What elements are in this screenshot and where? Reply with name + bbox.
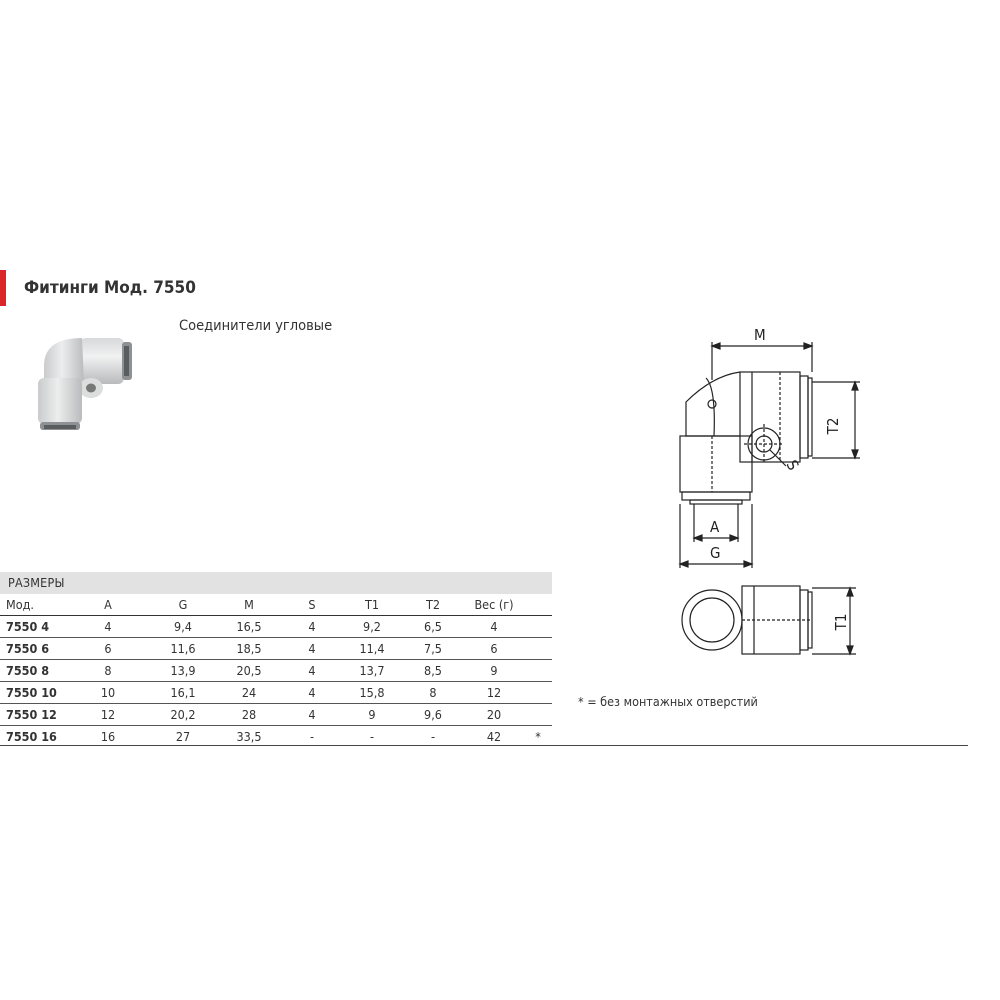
table-cell: 20,5 <box>216 660 282 682</box>
page-subtitle: Соединители угловые <box>179 318 333 334</box>
table-cell: 4 <box>66 616 150 638</box>
table-cell: 7550 8 <box>0 660 66 682</box>
technical-drawing <box>660 318 880 678</box>
table-cell: 12 <box>66 704 150 726</box>
table-cell <box>524 682 552 704</box>
table-cell: 7550 12 <box>0 704 66 726</box>
bottom-divider <box>0 745 968 746</box>
table-cell: 4 <box>282 660 342 682</box>
table-cell: 9,2 <box>342 616 402 638</box>
table-cell: 20 <box>464 704 524 726</box>
table-cell <box>524 660 552 682</box>
table-cell: 7550 16 <box>6 729 57 744</box>
dim-label-g: G <box>710 544 721 562</box>
column-header: Мод. <box>0 594 66 616</box>
table-cell: 16,5 <box>216 616 282 638</box>
table-cell <box>524 704 552 726</box>
table-cell: 7550 4 <box>0 616 66 638</box>
table-cell: 12 <box>464 682 524 704</box>
table-cell: 4 <box>464 616 524 638</box>
table-section-label: РАЗМЕРЫ <box>0 572 552 594</box>
column-header <box>524 594 552 616</box>
table-row <box>0 616 552 638</box>
table-cell: 6 <box>464 638 524 660</box>
table-cell: 13,9 <box>150 660 216 682</box>
page-title: Фитинги Мод. 7550 <box>24 278 196 298</box>
table-cell: * <box>535 729 541 744</box>
table-cell: 8 <box>402 682 464 704</box>
column-header: T1 <box>342 594 402 616</box>
table-cell: 6,5 <box>402 616 464 638</box>
table-cell: 24 <box>216 682 282 704</box>
dim-label-t1: T1 <box>832 613 850 631</box>
table-cell: - <box>430 729 436 744</box>
column-header: T2 <box>402 594 464 616</box>
table-cell: 4 <box>282 704 342 726</box>
column-header: G <box>150 594 216 616</box>
dim-label-m: M <box>754 326 766 344</box>
footnote: * = без монтажных отверстий <box>578 694 758 709</box>
table-cell: - <box>369 729 375 744</box>
product-photo <box>24 326 164 446</box>
table-header-row <box>0 594 552 616</box>
table-cell: 10 <box>66 682 150 704</box>
table-row <box>0 660 552 682</box>
table-cell: 9 <box>464 660 524 682</box>
title-accent-bar <box>0 270 6 306</box>
table-cell: 7550 6 <box>0 638 66 660</box>
table-cell: 8,5 <box>402 660 464 682</box>
table-cell: 6 <box>66 638 150 660</box>
table-cell: 7550 10 <box>0 682 66 704</box>
table-row <box>0 682 552 704</box>
dim-label-t2: T2 <box>824 417 842 435</box>
table-cell <box>524 616 552 638</box>
table-cell: 11,4 <box>342 638 402 660</box>
table-cell: 4 <box>282 682 342 704</box>
dim-label-s: S <box>782 457 803 474</box>
table-cell: - <box>309 729 315 744</box>
column-header: S <box>282 594 342 616</box>
table-cell: 9,6 <box>402 704 464 726</box>
table-cell: 9,4 <box>150 616 216 638</box>
column-header: Вес (г) <box>464 594 524 616</box>
table-cell: 42 <box>486 729 502 744</box>
table-cell: 11,6 <box>150 638 216 660</box>
table-cell <box>524 638 552 660</box>
table-cell: 27 <box>175 729 191 744</box>
table-row <box>0 704 552 726</box>
table-cell: 33,5 <box>236 729 262 744</box>
table-cell: 7,5 <box>402 638 464 660</box>
table-cell: 4 <box>282 638 342 660</box>
table-cell: 16,1 <box>150 682 216 704</box>
column-header: A <box>66 594 150 616</box>
dimensions-table <box>0 572 552 747</box>
table-row <box>0 638 552 660</box>
table-cell: 8 <box>66 660 150 682</box>
table-row <box>0 726 552 748</box>
table-cell: 16 <box>100 729 116 744</box>
table-cell: 20,2 <box>150 704 216 726</box>
table-cell: 13,7 <box>342 660 402 682</box>
table-cell: 15,8 <box>342 682 402 704</box>
column-header: M <box>216 594 282 616</box>
table-cell: 9 <box>342 704 402 726</box>
dim-label-a: A <box>710 518 720 536</box>
table-cell: 4 <box>282 616 342 638</box>
table-cell: 28 <box>216 704 282 726</box>
table-cell: 18,5 <box>216 638 282 660</box>
